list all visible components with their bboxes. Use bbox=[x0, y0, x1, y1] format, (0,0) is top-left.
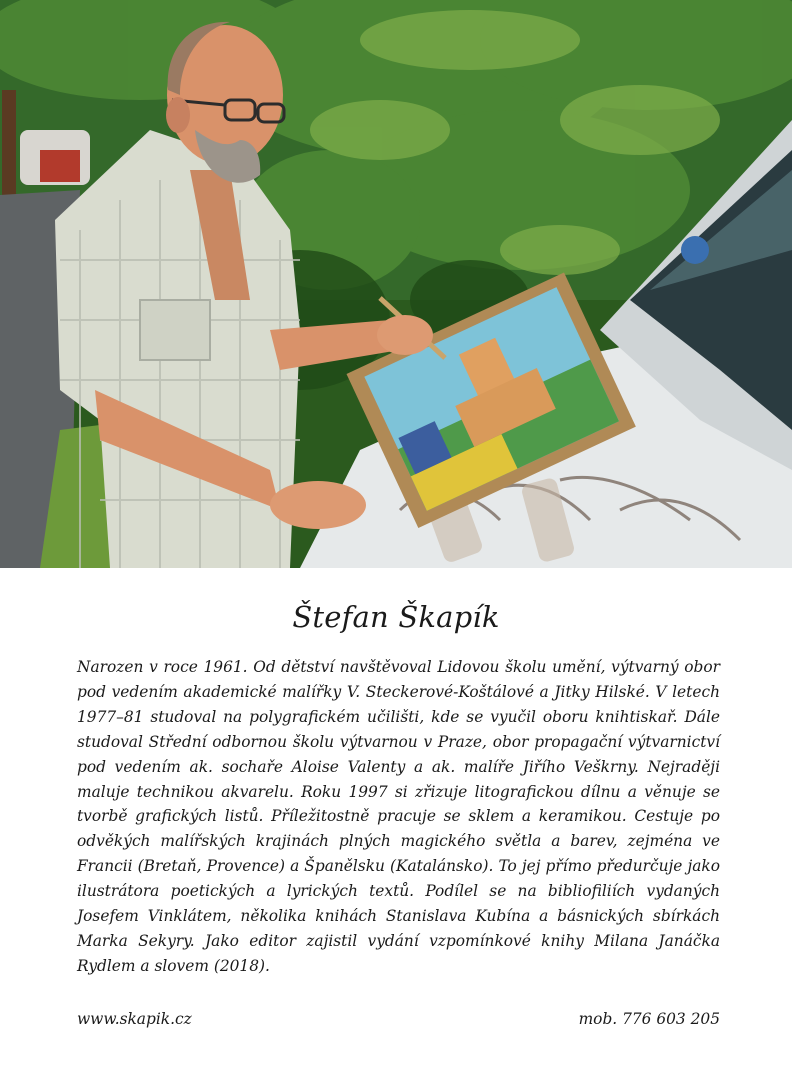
contact-footer bbox=[77, 1010, 720, 1028]
page-title: Štefan Škapík bbox=[292, 600, 500, 634]
phone-number: mob. 776 603 205 bbox=[578, 1010, 720, 1028]
website-link[interactable]: www.skapik.cz bbox=[77, 1010, 192, 1028]
biography-text: Narozen v roce 1961. Od dětství navštěvoval Lidovou školu umění, výtvarný obor pod vedením akademické malířky V. Steckerové-Koštálové a Jitky Hilské. V letech 1977–81 studoval na polygrafickém učilišti, kde se vyučil oboru knihtiskař. Dále studoval Střední odbornou školu výtvarnou v Praze, obor propagační výtvarnictví pod vedením ak. sochaře Aloise Valenty a ak. malíře Jiřího Veškrny. Nejraději maluje technikou akvarelu. Roku 1997 si zřizuje litografickou dílnu a věnuje se tvorbě grafických listů. Příležitostně pracuje se sklem a keramikou. Cestuje po odvěkých malířských krajinách plných magického světla a barev, zejména ve Francii (Bretaň, Provence) a Španělsku (Katalánsko). To jej přímo předurčuje jako ilustrátora poetických a lyrických textů. Podílel se na bibliofiliích vydaných Josefem Vinklátem, několika knihách Stanislava Kubína a básnických sbírkách Marka Sekyry. Jako editor zajistil vydání vzpomínkové knihy Milana Janáčka Rydlem a slovem (2018). bbox=[77, 658, 720, 975]
